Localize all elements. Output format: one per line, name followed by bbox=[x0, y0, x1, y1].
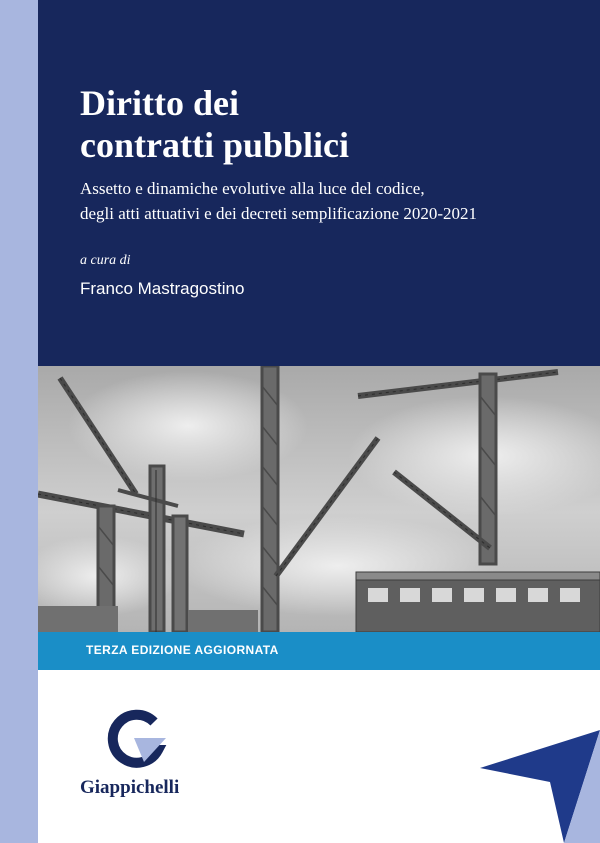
book-subtitle-line: Assetto e dinamiche evolutive alla luce del codice, bbox=[80, 179, 425, 198]
corner-triangle-graphic bbox=[480, 730, 600, 843]
cover-photo-cranes bbox=[38, 366, 600, 632]
publisher-name: Giappichelli bbox=[80, 777, 180, 798]
publisher-logo-icon bbox=[104, 708, 168, 772]
edition-label: TERZA EDIZIONE AGGIORNATA bbox=[86, 643, 279, 657]
book-title-line: Diritto dei bbox=[80, 83, 239, 123]
cover-spine-strip bbox=[0, 0, 38, 843]
editor-name: Franco Mastragostino bbox=[80, 279, 245, 298]
book-title bbox=[80, 82, 349, 166]
book-title-line: contratti pubblici bbox=[80, 125, 350, 165]
editor-label: a cura di bbox=[80, 253, 131, 268]
book-subtitle-line: degli atti attuativi e dei decreti semplificazione 2020-2021 bbox=[80, 204, 478, 223]
edition-band bbox=[38, 632, 600, 670]
book-subtitle bbox=[80, 176, 477, 226]
